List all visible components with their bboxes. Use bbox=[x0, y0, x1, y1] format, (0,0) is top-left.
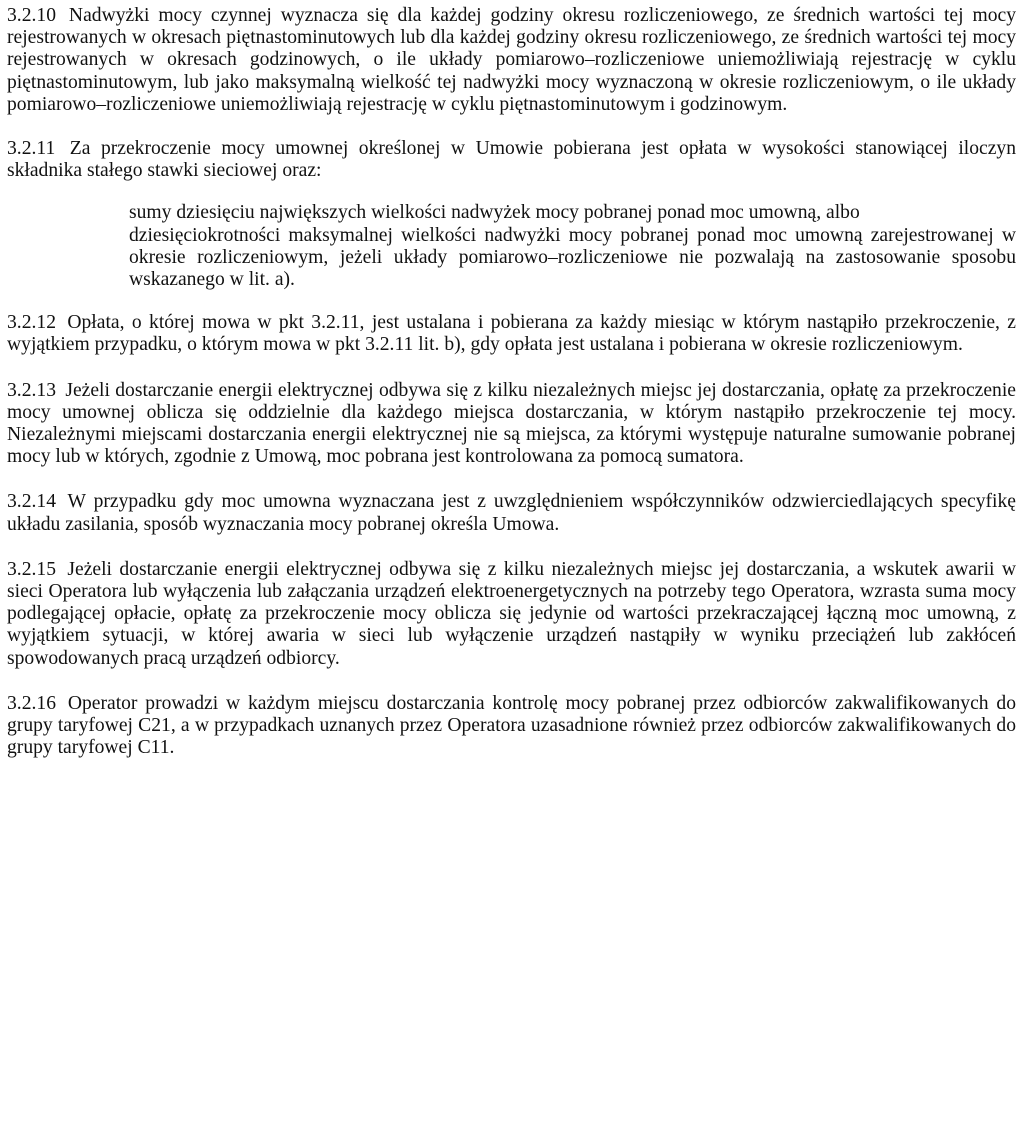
paragraph-3-2-14 bbox=[7, 491, 1016, 535]
paragraph-number: 3.2.14 bbox=[7, 491, 56, 513]
paragraph-text: Nadwyżki mocy czynnej wyznacza się dla każdej godziny okresu rozliczeniowego, ze średnich wartości tej mocy rejestrowanych w okresach piętnastominutowych lub dla każdej godziny okresu rozliczeniowego, ze średnich wartości tej mocy rejestrowanych w okresach godzinowych, o ile układy pomiarowo–rozliczeniowe uniemożliwiają rejestrację w cyklu piętnastominutowym, lub jako maksymalną wielkość tej nadwyżki mocy wyznaczoną w okresie rozliczeniowym, o ile układy pomiarowo–rozliczeniowe uniemożliwiają rejestrację w cyklu piętnastominutowym i godzinowym. bbox=[7, 5, 1016, 115]
paragraph-3-2-13 bbox=[7, 380, 1016, 469]
paragraph-3-2-10 bbox=[7, 5, 1016, 116]
paragraph-number: 3.2.10 bbox=[7, 5, 56, 26]
paragraph-3-2-12 bbox=[7, 312, 1016, 356]
list-item-a: sumy dziesięciu największych wielkości nadwyżek mocy pobranej ponad moc umowną, albo bbox=[129, 202, 860, 224]
paragraph-3-2-16 bbox=[7, 693, 1016, 760]
paragraph-number: 3.2.16 bbox=[7, 692, 56, 714]
paragraph-text: Opłata, o której mowa w pkt 3.2.11, jest ustalana i pobierana za każdy miesiąc w którym nastąpiło przekroczenie, z wyjątkiem przypadku, o którym mowa w pkt 3.2.11 lit. b), gdy opłata jest ustalana i pobierana w okresie rozliczeniowym. bbox=[7, 312, 1016, 356]
paragraph-text: Operator prowadzi w każdym miejscu dostarczania kontrolę mocy pobranej przez odbiorców zakwalifikowanych do grupy taryfowej C21, a w przypadkach uznanych przez Operatora uzasadnione również przez odbiorców zakwalifikowanych do grupy taryfowej C11. bbox=[7, 692, 1016, 759]
option-list bbox=[129, 202, 1016, 291]
paragraph-number: 3.2.11 bbox=[7, 138, 56, 160]
paragraph-text: W przypadku gdy moc umowna wyznaczana jest z uwzględnieniem współczynników odzwierciedlających specyfikę układu zasilania, sposób wyznaczania mocy pobranej określa Umowa. bbox=[7, 491, 1016, 535]
paragraph-text: Jeżeli dostarczanie energii elektrycznej odbywa się z kilku niezależnych miejsc jej dostarczania, a wskutek awarii w sieci Operatora lub wyłączenia lub załączania urządzeń elektroenergetycznych na potrzeby tego Operatora, wzrasta suma mocy podlegającej opłacie, opłatę za przekroczenie mocy oblicza się jedynie od wartości przekraczającej łączną moc umowną, z wyjątkiem sytuacji, w której awaria w sieci lub wyłączenie urządzeń nastąpiły w wyniku przeciążeń lub zakłóceń spowodowanych pracą urządzeń odbiorcy. bbox=[7, 558, 1016, 669]
paragraph-text: Jeżeli dostarczanie energii elektrycznej odbywa się z kilku niezależnych miejsc jej dostarczania, opłatę za przekroczenie mocy umownej oblicza się oddzielnie dla każdego miejsca dostarczania, w którym nastąpiło przekroczenie tej mocy. Niezależnymi miejscami dostarczania energii elektrycznej nie są miejsca, za którymi występuje naturalne sumowanie pobranej mocy lub w których, zgodnie z Umową, moc pobrana jest kontrolowana za pomocą sumatora. bbox=[7, 379, 1016, 468]
paragraph-number: 3.2.15 bbox=[7, 558, 56, 580]
list-item-b: dziesięciokrotności maksymalnej wielkości nadwyżki mocy pobranej ponad moc umowną zarejestrowanej w okresie rozliczeniowym, jeżeli układy pomiarowo–rozliczeniowe nie pozwalają na zastosowanie sposobu wskazanego w lit. a). bbox=[129, 224, 1016, 291]
paragraph-text: Za przekroczenie mocy umownej określonej w Umowie pobierana jest opłata w wysokości stanowiącej iloczyn składnika stałego stawki sieciowej oraz: bbox=[7, 138, 1016, 182]
paragraph-number: 3.2.13 bbox=[7, 379, 56, 401]
paragraph-3-2-11 bbox=[7, 138, 1016, 182]
paragraph-number: 3.2.12 bbox=[7, 312, 56, 334]
paragraph-3-2-15 bbox=[7, 559, 1016, 670]
